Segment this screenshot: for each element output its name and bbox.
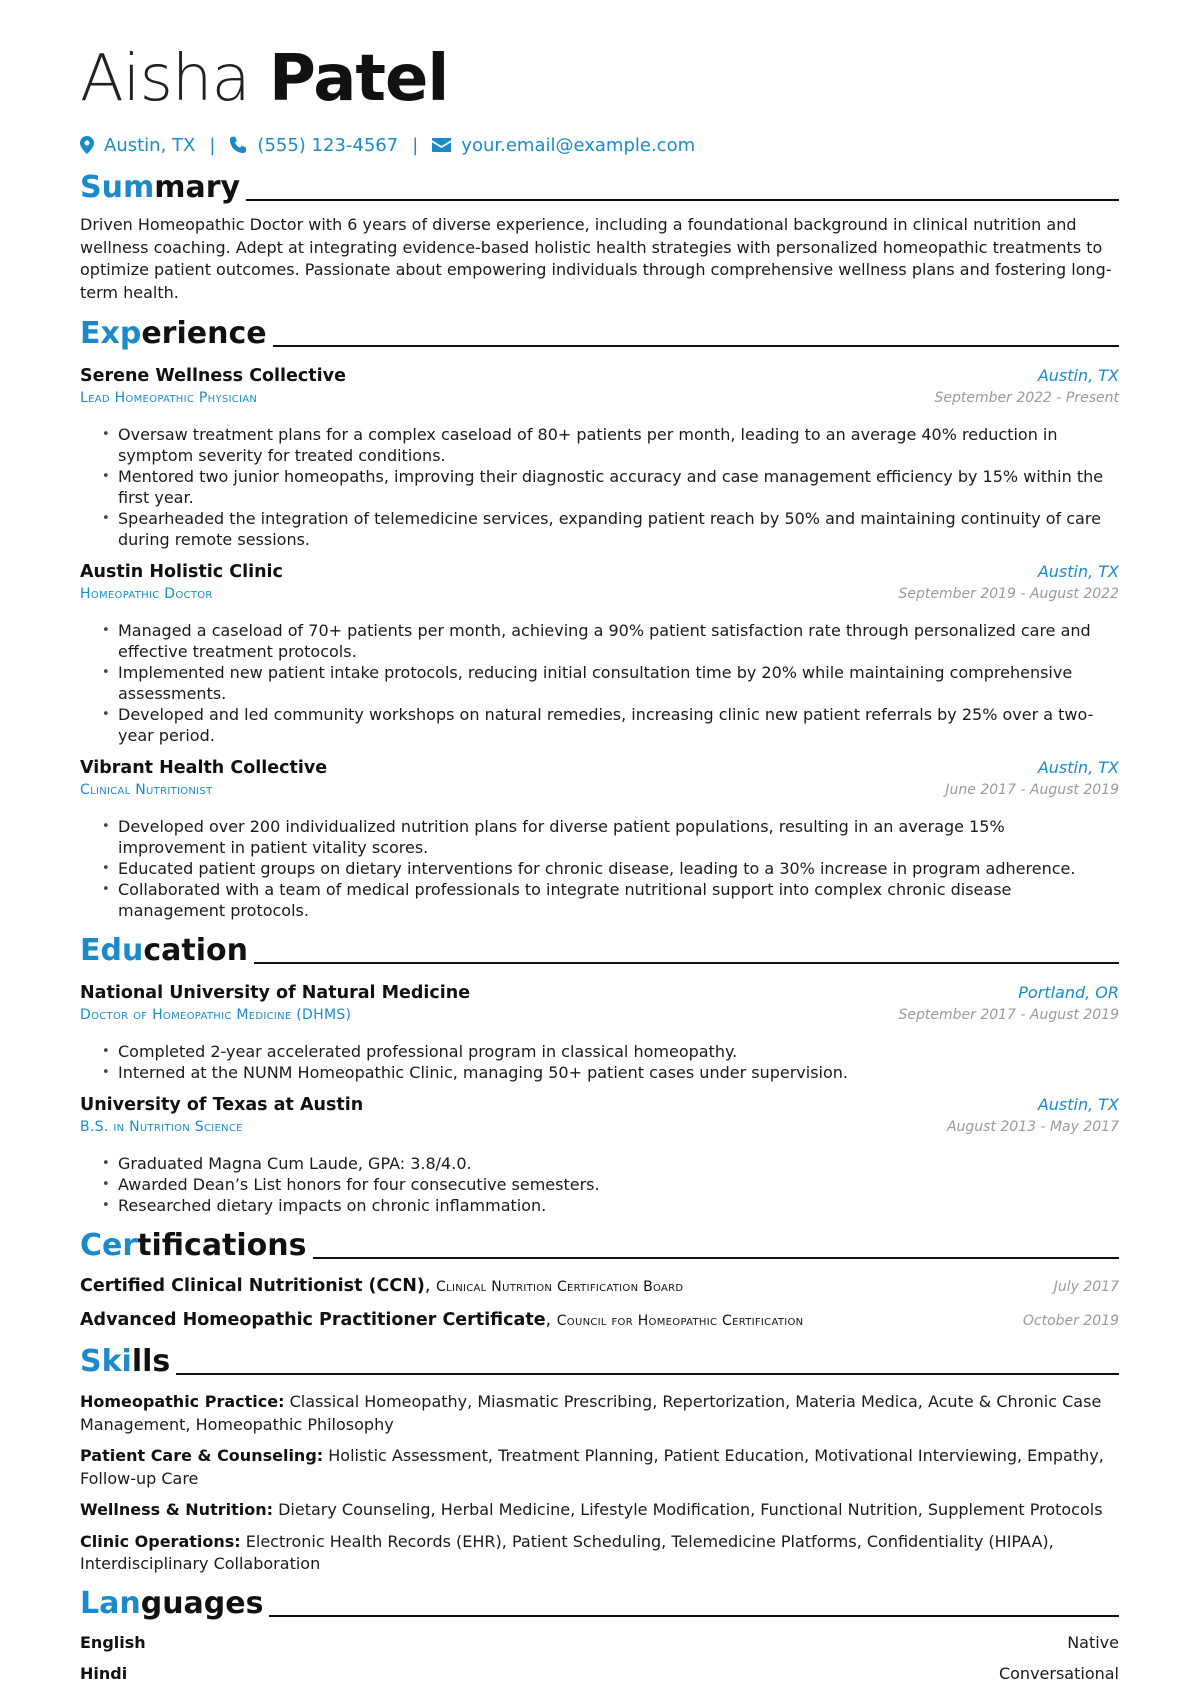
education-entry [80,1095,1119,1216]
heading-rule [254,962,1119,964]
certification-name: Certified Clinical Nutritionist (CCN) [80,1276,425,1296]
language-name: Hindi [80,1663,128,1683]
section-heading [80,1342,1119,1382]
phone-text: (555) 123-4567 [257,134,399,156]
entry-organization: University of Texas at Austin [80,1095,364,1115]
envelope-icon [432,138,451,152]
entry-dates: September 2019 - August 2022 [898,586,1119,602]
bullet-item: • Managed a caseload of 70+ patients per month, achieving a 90% patient satisfaction rate through personalized care and effective treatment protocols. [118,620,1119,662]
entry-location: Portland, OR [1018,983,1119,1002]
skill-row [80,1499,1119,1522]
experience-entry [80,758,1119,921]
heading-rest: tifications [137,1228,307,1263]
skill-items: Dietary Counseling, Herbal Medicine, Lifestyle Modification, Functional Nutrition, Supplement Protocols [278,1500,1103,1519]
heading-rule [269,1615,1119,1617]
bullet-list [118,1153,1119,1216]
certification-date: July 2017 [1053,1279,1119,1295]
entry-role: Homeopathic Doctor [80,586,213,602]
contact-separator: | [209,134,216,156]
heading-rule [273,345,1119,347]
contact-bar [80,132,1119,158]
certification-name: Advanced Homeopathic Practitioner Certificate [80,1310,546,1330]
summary-text: Driven Homeopathic Doctor with 6 years of diverse experience, including a foundational background in clinical nutrition and wellness coaching. Adept at integrating evidence-based holistic health strategies with personalized homeopathic treatments to optimize patient outcomes. Passionate about empowering individuals through comprehensive wellness plans and fostering long-term health. [80,215,1112,302]
heading-rest: lls [131,1344,171,1379]
certification-row: Certified Clinical Nutritionist (CCN), Clinical Nutrition Certification Board July 2017 [80,1276,1119,1296]
contact-phone[interactable] [229,135,398,156]
bullet-list [118,620,1119,746]
entry-organization: National University of Natural Medicine [80,983,471,1003]
language-row [80,1664,1119,1683]
section-heading [80,314,1119,354]
bullet-item: • Developed and led community workshops on natural remedies, increasing clinic new patient referrals by 25% over a two-year period. [118,704,1119,746]
skills-section [80,1342,1119,1576]
certifications-section [80,1226,1119,1334]
heading-accent: Edu [80,933,144,968]
contact-separator: | [412,134,419,156]
bullet-item: • Educated patient groups on dietary interventions for chronic disease, leading to a 30% increase in program adherence. [118,858,1119,879]
bullet-item: • Researched dietary impacts on chronic inflammation. [118,1195,1119,1216]
skill-category: Homeopathic Practice: [80,1392,285,1411]
education-section [80,931,1119,1216]
entry-role: B.S. in Nutrition Science [80,1119,243,1135]
entry-dates: September 2017 - August 2019 [898,1007,1119,1023]
entry-dates: June 2017 - August 2019 [945,782,1119,798]
entry-location: Austin, TX [1037,758,1119,777]
heading-rest: guages [140,1585,264,1621]
language-name: English [80,1632,146,1652]
entry-organization: Austin Holistic Clinic [80,562,283,582]
certification-issuer: Clinical Nutrition Certification Board [436,1279,684,1295]
entry-dates: August 2013 - May 2017 [946,1119,1119,1135]
bullet-item: • Awarded Dean’s List honors for four consecutive semesters. [118,1174,1119,1195]
contact-email[interactable] [432,135,695,156]
first-name: Aisha [80,42,250,116]
entry-location: Austin, TX [1037,1095,1119,1114]
summary-section [80,168,1119,304]
certification-date: October 2019 [1022,1313,1119,1329]
candidate-name [80,40,1119,118]
skill-row [80,1391,1119,1436]
skill-category: Clinic Operations: [80,1531,241,1551]
section-heading [80,1226,1119,1266]
entry-organization: Vibrant Health Collective [80,758,328,778]
location-text: Austin, TX [104,134,196,156]
skill-row [80,1531,1119,1576]
entry-role: Clinical Nutritionist [80,782,213,798]
entry-role: Lead Homeopathic Physician [80,390,258,406]
contact-location [80,135,195,156]
bullet-item: • Interned at the NUNM Homeopathic Clinic, managing 50+ patient cases under supervision. [118,1062,1119,1083]
skill-row [80,1445,1119,1490]
language-row [80,1633,1119,1655]
skill-category: Patient Care & Counseling: [80,1446,324,1465]
skill-items: Holistic Assessment, Treatment Planning, Patient Education, Motivational Interviewing, Empathy, Follow-up Care [80,1446,1104,1488]
bullet-item: • Oversaw treatment plans for a complex caseload of 80+ patients per month, leading to an average 40% reduction in symptom severity for treated conditions. [118,424,1119,466]
bullet-item: • Developed over 200 individualized nutrition plans for diverse patient populations, resulting in an average 15% improvement in patient vitality scores. [118,816,1119,858]
heading-accent: Exp [80,316,142,351]
heading-rule [246,199,1119,201]
skill-items: Electronic Health Records (EHR), Patient Scheduling, Telemedicine Platforms, Confidentiality (HIPAA), Interdisciplinary Collaboration [80,1531,1054,1573]
bullet-item: • Graduated Magna Cum Laude, GPA: 3.8/4.0. [118,1153,1119,1174]
experience-entry [80,562,1119,746]
map-pin-icon [80,136,94,154]
bullet-item: • Implemented new patient intake protocols, reducing initial consultation time by 20% while maintaining comprehensive assessments. [118,662,1119,704]
section-heading [80,1584,1119,1624]
section-heading [80,168,1119,208]
section-heading [80,931,1119,971]
bullet-list [118,816,1119,921]
experience-entry [80,366,1119,550]
languages-section [80,1584,1119,1683]
phone-icon [229,136,247,154]
entry-organization: Serene Wellness Collective [80,366,346,386]
entry-dates: September 2022 - Present [934,390,1119,406]
bullet-list [118,1041,1119,1083]
email-text: your.email@example.com [461,134,696,156]
entry-location: Austin, TX [1037,366,1119,385]
skill-category: Wellness & Nutrition: [80,1500,273,1519]
heading-accent: Ski [80,1344,132,1379]
bullet-item: • Spearheaded the integration of telemedicine services, expanding patient reach by 50% and maintaining continuity of care during remote sessions. [118,508,1119,550]
heading-rest: mary [154,170,241,205]
skill-items: Classical Homeopathy, Miasmatic Prescribing, Repertorization, Materia Medica, Acute & Chronic Case Management, Homeopathic Philosophy [80,1392,1102,1434]
certification-row: Advanced Homeopathic Practitioner Certificate, Council for Homeopathic Certification October 2019 [80,1310,1119,1330]
education-entry [80,983,1119,1083]
experience-section [80,314,1119,921]
certification-issuer: Council for Homeopathic Certification [556,1313,804,1329]
heading-accent: Sum [80,170,155,205]
heading-rest: erience [141,316,267,351]
heading-rest: cation [143,933,248,968]
language-level: Native [1067,1632,1119,1652]
bullet-list [118,424,1119,550]
bullet-item: • Completed 2-year accelerated professional program in classical homeopathy. [118,1041,1119,1062]
heading-accent: Lan [80,1585,141,1621]
last-name: Patel [269,42,449,116]
bullet-item: • Mentored two junior homeopaths, improving their diagnostic accuracy and case management efficiency by 15% within the first year. [118,466,1119,508]
bullet-item: • Collaborated with a team of medical professionals to integrate nutritional support into complex chronic disease management protocols. [118,879,1119,921]
resume-page [80,40,1119,1683]
heading-rule [176,1373,1119,1375]
entry-role: Doctor of Homeopathic Medicine (DHMS) [80,1007,352,1023]
heading-accent: Cer [80,1228,138,1263]
heading-rule [313,1257,1119,1259]
language-level: Conversational [998,1663,1119,1683]
entry-location: Austin, TX [1037,562,1119,581]
